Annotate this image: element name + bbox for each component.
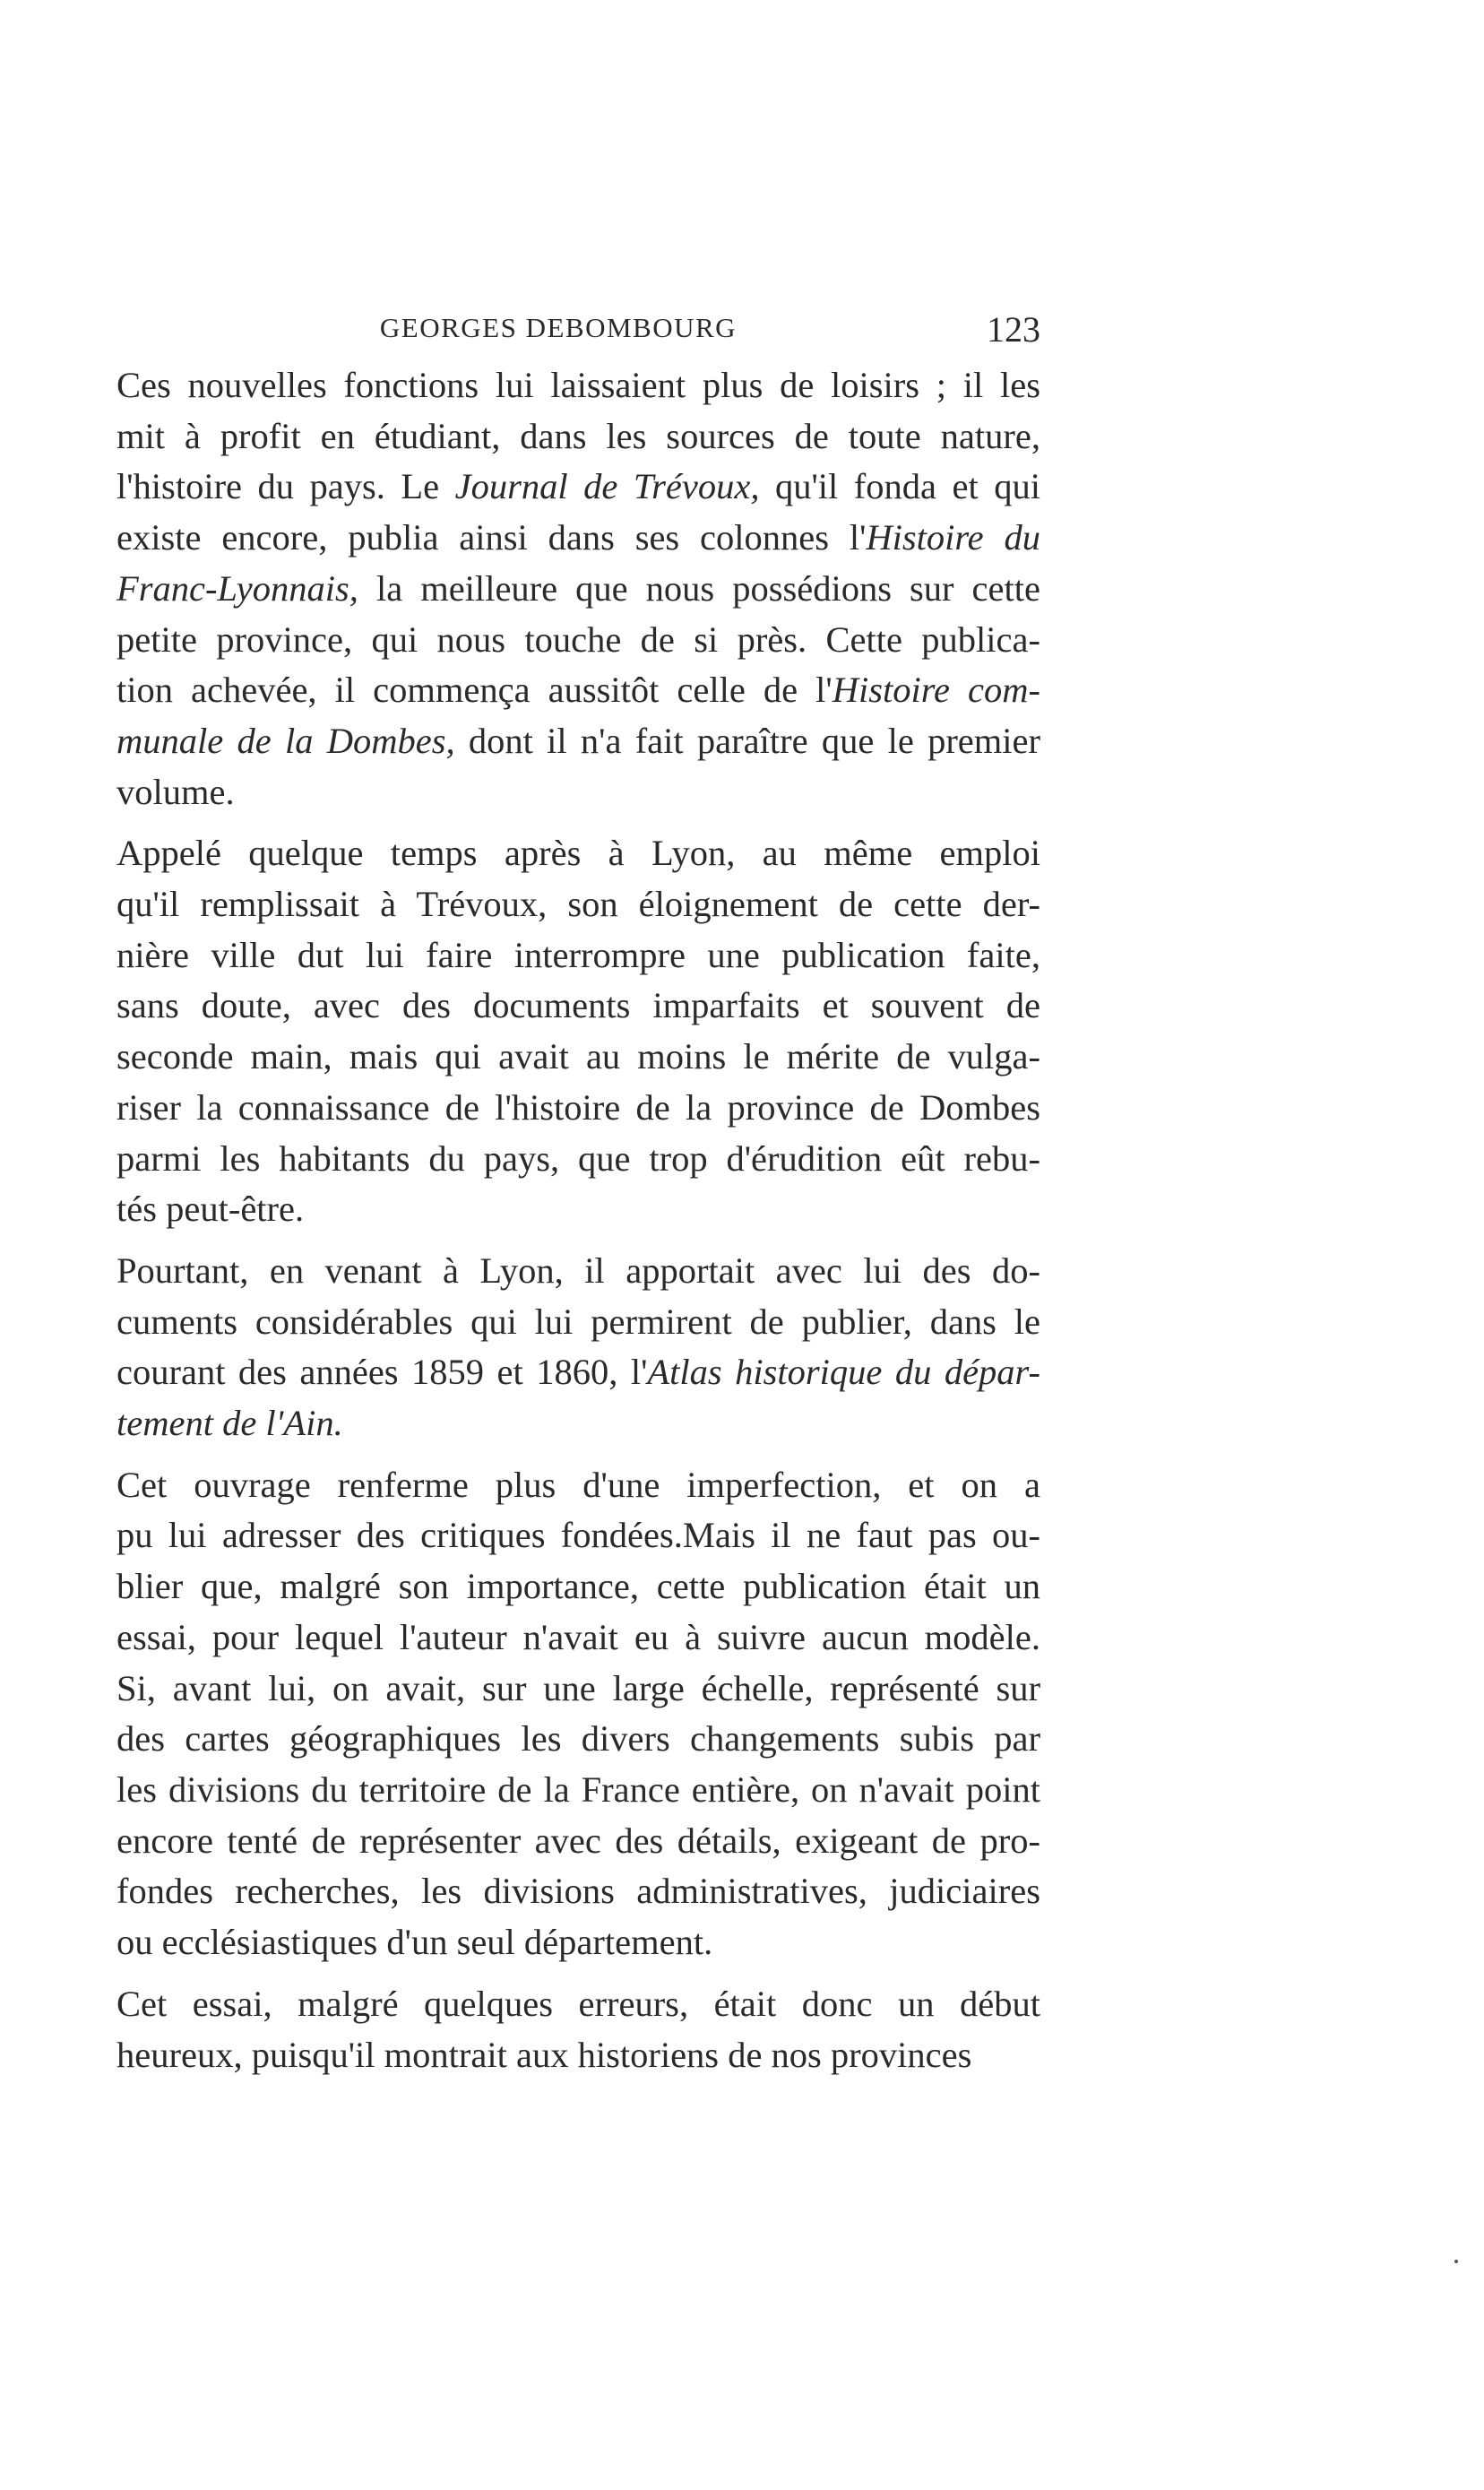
text-line: nière ville dut lui faire interrompre une publication faite, — [116, 934, 1040, 975]
stray-mark — [1454, 2260, 1458, 2263]
italic-title: tement de l'Ain. — [116, 1403, 343, 1444]
italic-title: Histoire com- — [832, 670, 1040, 711]
text-line: parmi les habitants du pays, que trop d'érudition eût rebu- — [116, 1137, 1040, 1179]
text-line: l'histoire du pays. Le Journal de Trévoux, qu'il fonda et qui — [116, 466, 1041, 507]
italic-title: Atlas historique du dépar- — [647, 1352, 1040, 1393]
running-header — [76, 309, 1040, 357]
text-line: Cet essai, malgré quelques erreurs, était donc un début — [116, 1983, 1040, 2024]
text-line: munale de la Dombes, dont il n'a fait paraître que le premier — [116, 720, 1040, 761]
text-line: Appelé quelque temps après à Lyon, au même emploi — [116, 833, 1040, 874]
text-line: sans doute, avec des documents imparfaits et souvent de — [116, 985, 1040, 1026]
body-text — [76, 360, 1040, 2080]
text-line: riser la connaissance de l'histoire de la province de Dombes — [116, 1086, 1040, 1128]
text-line: les divisions du territoire de la France entière, on n'avait point — [116, 1768, 1040, 1810]
text-line: volume. — [116, 771, 235, 812]
text-line: essai, pour lequel l'auteur n'avait eu à suivre aucun modèle. — [116, 1616, 1040, 1657]
text-line: qu'il remplissait à Trévoux, son éloignement de cette der- — [116, 884, 1040, 925]
paragraph-4 — [76, 1460, 1040, 1968]
italic-title: Histoire du — [866, 517, 1041, 558]
paragraph-2 — [76, 828, 1040, 1235]
text-line: blier que, malgré son importance, cette publication était un — [116, 1566, 1040, 1607]
text-line: pu lui adresser des critiques fondées.Mais il ne faut pas ou- — [116, 1515, 1040, 1556]
italic-title: Franc-Lyonnais, — [116, 567, 358, 609]
italic-title: munale de la Dombes, — [116, 720, 455, 761]
text-line: Ces nouvelles fonctions lui laissaient plus de loisirs ; il les — [116, 365, 1040, 405]
text-line — [76, 1398, 1040, 1449]
text-line: existe encore, publia ainsi dans ses colonnes l'Histoire du — [116, 517, 1041, 558]
text-line: Franc-Lyonnais, la meilleure que nous possédions sur cette — [116, 567, 1040, 609]
text-line: fondes recherches, les divisions administratives, judiciaires — [116, 1871, 1040, 1912]
text-line: seconde main, mais qui avait au moins le mérite de vulga- — [116, 1036, 1040, 1077]
italic-title: Journal de Trévoux, — [454, 466, 760, 507]
text-line: tion achevée, il commença aussitôt celle de l'Histoire com- — [116, 670, 1040, 711]
paragraph-3 — [76, 1246, 1040, 1449]
text-line: heureux, puisqu'il montrait aux historiens de nos provinces — [116, 2034, 972, 2075]
text-line: cuments considérables qui lui permirent de publier, dans le — [116, 1301, 1040, 1342]
paragraph-1 — [76, 360, 1040, 817]
text-line: mit à profit en étudiant, dans les sources de toute nature, — [116, 415, 1040, 456]
text-line: ou ecclésiastiques d'un seul département. — [116, 1922, 713, 1963]
page-number: 123 — [987, 309, 1040, 350]
text-line: Cet ouvrage renferme plus d'une imperfection, et on a — [116, 1464, 1040, 1505]
text-line: encore tenté de représenter avec des détails, exigeant de pro- — [116, 1820, 1040, 1861]
text-line: Si, avant lui, on avait, sur une large échelle, représenté sur — [116, 1667, 1040, 1708]
text-line: des cartes géographiques les divers changements subis par — [116, 1718, 1040, 1759]
paragraph-5 — [76, 1979, 1040, 2080]
text-line: tés peut-être. — [116, 1189, 305, 1230]
text-line: courant des années 1859 et 1860, l'Atlas historique du dépar- — [116, 1352, 1040, 1393]
running-title: GEORGES DEBOMBOURG — [379, 312, 738, 343]
text-line: Pourtant, en venant à Lyon, il apportait avec lui des do- — [116, 1249, 1040, 1291]
text-line: petite province, qui nous touche de si près. Cette publica- — [116, 618, 1040, 660]
